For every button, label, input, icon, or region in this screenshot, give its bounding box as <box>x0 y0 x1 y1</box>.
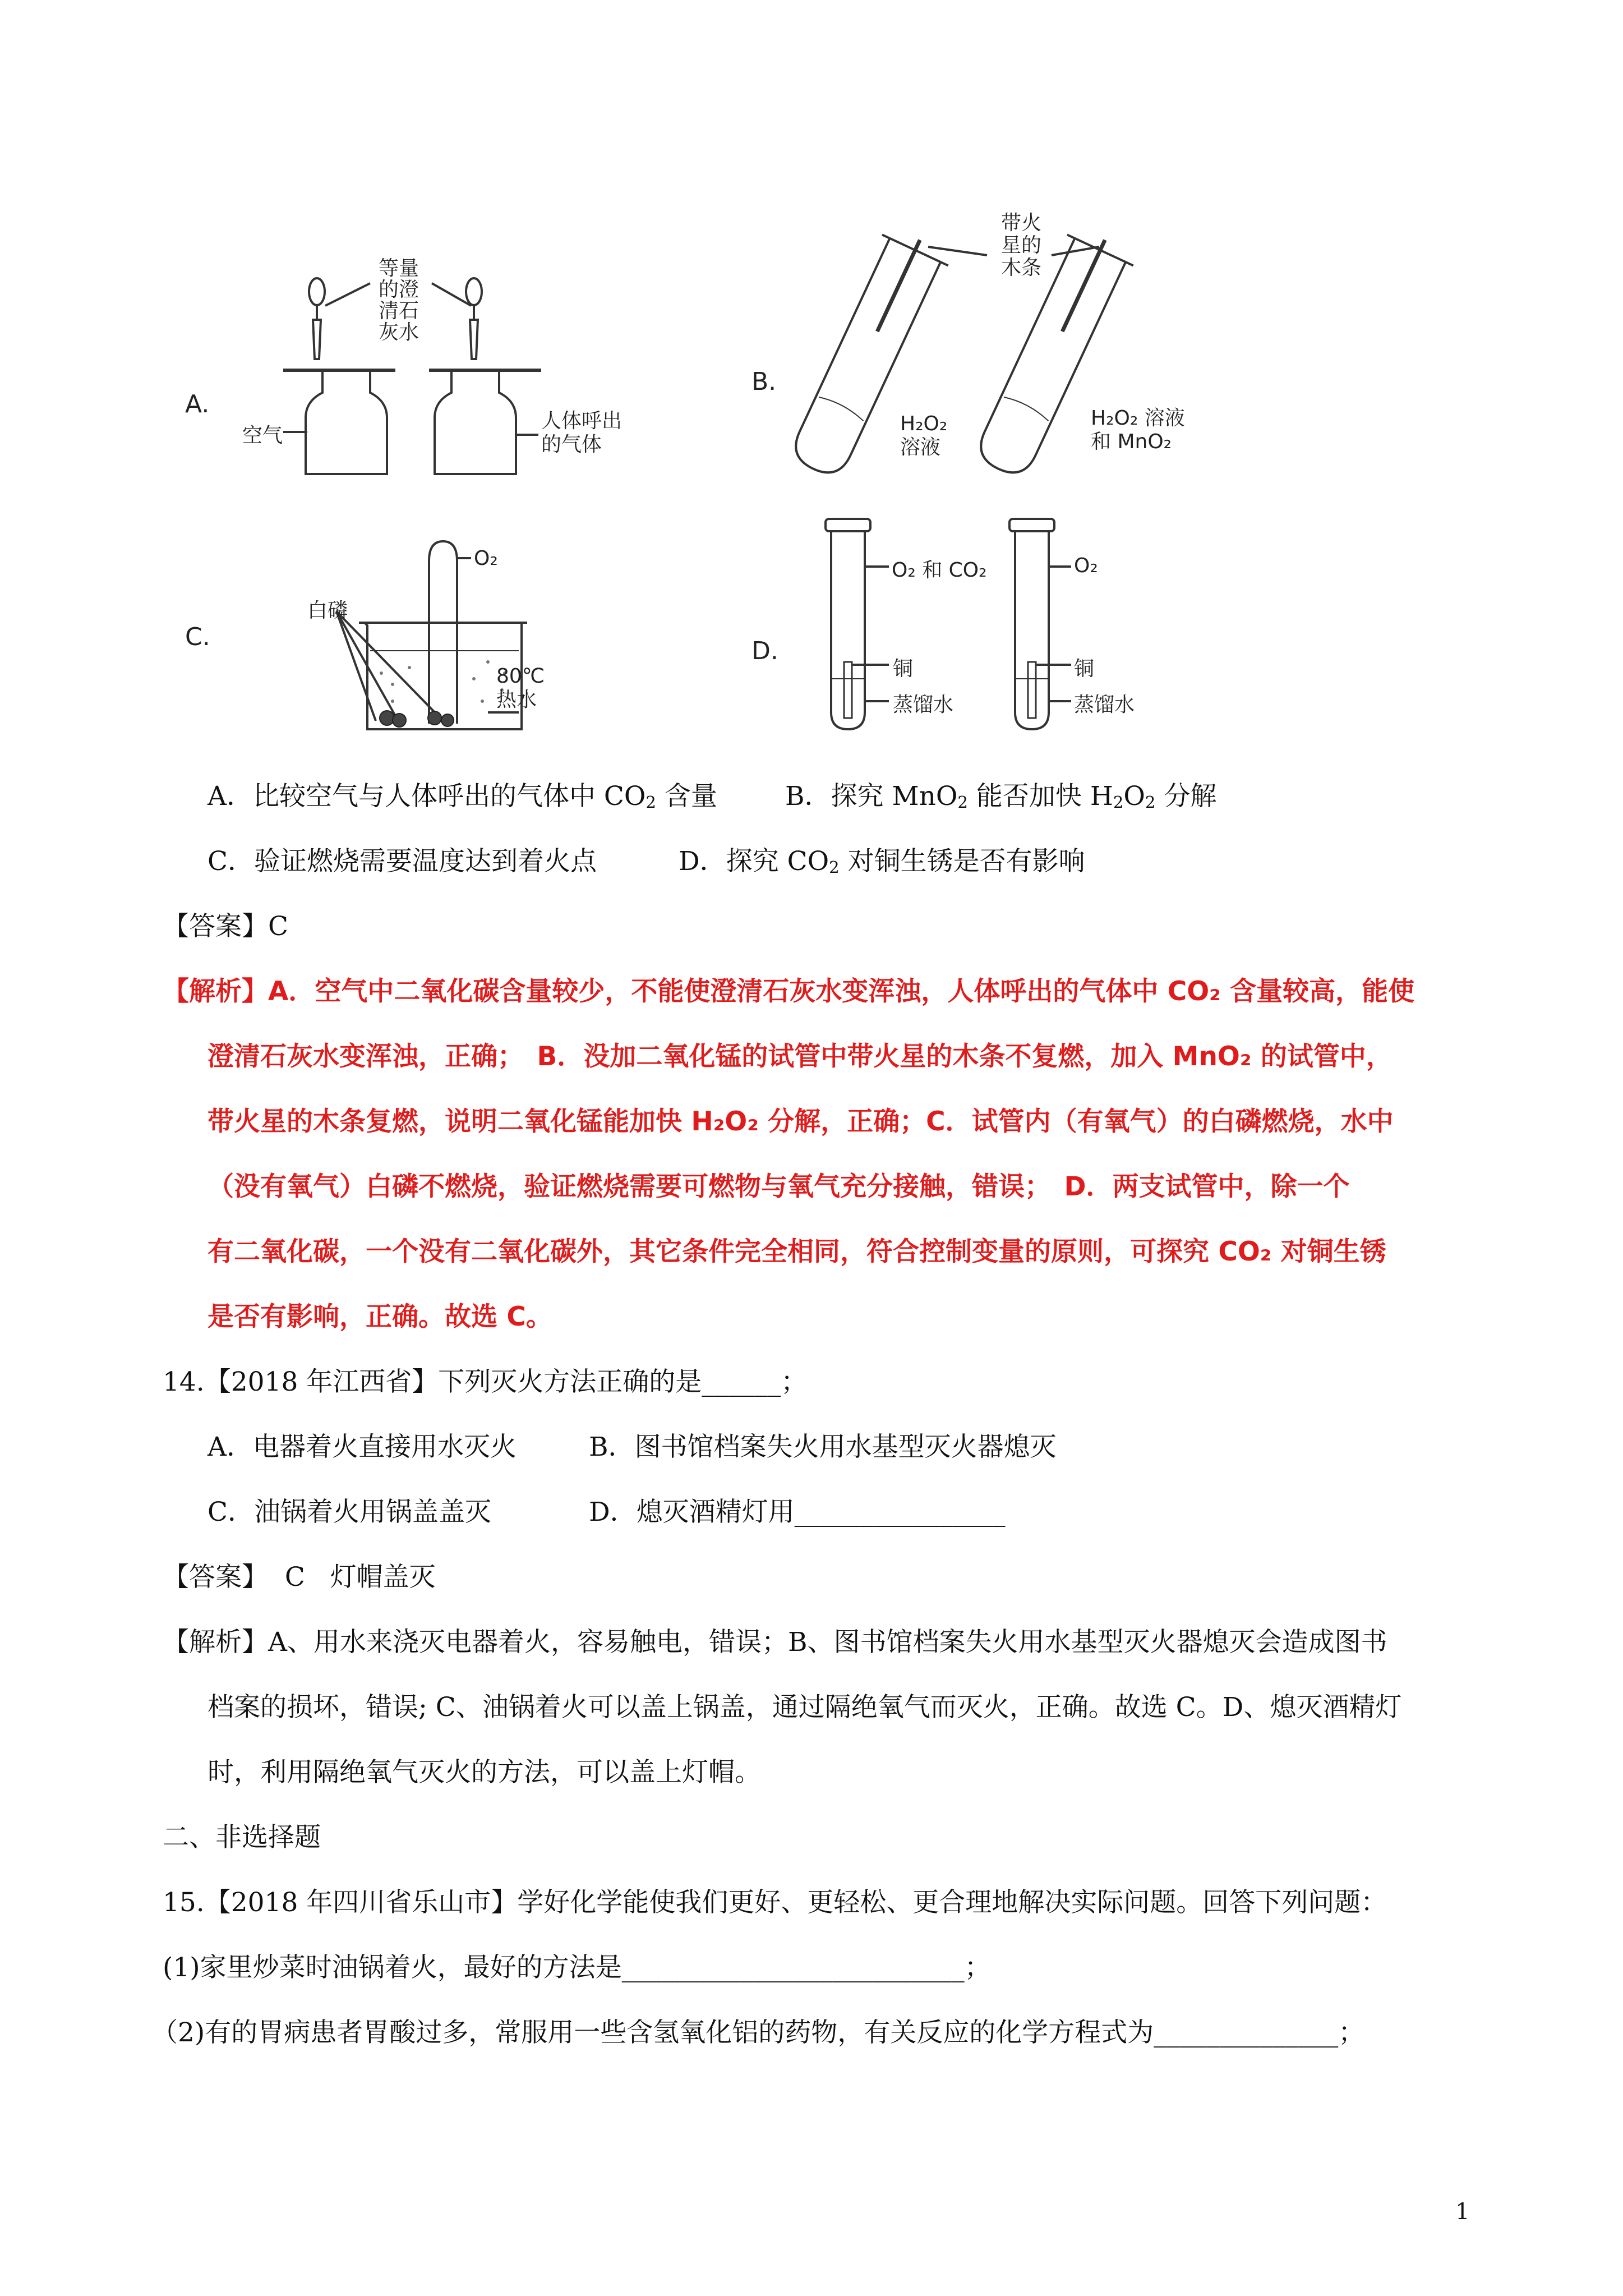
figure-b-right-solution-label: H₂O₂ 溶液 和 MnO₂ <box>1091 407 1185 453</box>
q14-stem: 14.【2018 年江西省】下列灭火方法正确的是______； <box>163 1366 808 1397</box>
page-number: 1 <box>1455 2199 1470 2225</box>
q13-analysis-line: （没有氧气）白磷不燃烧，验证燃烧需要可燃物与氧气充分接触，错误； D．两支试管中，除一个 <box>208 1171 1350 1202</box>
figure-d-letter: D. <box>751 637 778 665</box>
figure-d-right-copper-label: 铜 <box>1074 657 1095 680</box>
q13-option-b: B．探究 MnO$_2$ 能否加快 $H_2O_2$ 分解 <box>785 781 1217 812</box>
q14-option-a: A．电器着火直接用水灭火 <box>208 1432 517 1462</box>
q13-analysis-line: 带火星的木条复燃，说明二氧化锰能加快 H₂O₂ 分解，正确；C．试管内（有氧气）的白磷燃烧，水中 <box>208 1106 1394 1137</box>
q14-analysis-line: 【解析】A、用水来浇灭电器着火，容易触电，错误；B、图书馆档案失火用水基型灭火器熄灭会造成图书 <box>163 1627 1387 1658</box>
figure-b-apparatus <box>780 224 1138 484</box>
q13-analysis-line: 有二氧化碳，一个没有二氧化碳外，其它条件完全相同，符合控制变量的原则，可探究 CO₂ 对铜生锈 <box>208 1236 1386 1267</box>
q13-answer: 【答案】C <box>163 911 288 942</box>
figure-d-right-gas-label: O₂ <box>1074 554 1098 577</box>
q15-part-2: （2)有的胃病患者胃酸过多，常服用一些含氢氧化铝的药物，有关反应的化学方程式为______________； <box>151 2017 1365 2048</box>
q14-option-b: B．图书馆档案失火用水基型灭火器熄灭 <box>589 1432 1057 1462</box>
figure-a-letter: A. <box>185 390 210 418</box>
figure-d-right-water-label: 蒸馏水 <box>1074 693 1135 716</box>
experiment-figure <box>0 0 1623 740</box>
q15-part-1: (1)家里炒菜时油锅着火，最好的方法是__________________________； <box>163 1952 991 1983</box>
figure-d-left-water-label: 蒸馏水 <box>893 693 954 716</box>
figure-c-white-phosphorus-label: 白磷 <box>307 599 348 622</box>
q14-analysis-line: 档案的损坏，错误; C、油锅着火可以盖上锅盖，通过隔绝氧气而灭火，正确。故选 C。D、熄灭酒精灯 <box>208 1692 1402 1723</box>
figure-d-left-copper-label: 铜 <box>893 657 914 680</box>
q14-analysis-line: 时，利用隔绝氧气灭火的方法，可以盖上灯帽。 <box>208 1757 761 1788</box>
q13-option-d: D．探究 $CO_2$ 对铜生锈是否有影响 <box>679 846 1085 877</box>
figure-a-air-label: 空气 <box>242 424 283 447</box>
figure-b-left-solution-label: H₂O₂ 溶液 <box>900 412 948 459</box>
figure-b-letter: B. <box>751 367 777 396</box>
figure-c-water-label: 80℃ 热水 <box>496 665 545 711</box>
q15-stem: 15.【2018 年四川省乐山市】学好化学能使我们更好、更轻松、更合理地解决实际问题。回答下列问题： <box>163 1887 1387 1918</box>
q13-option-c: C．验证燃烧需要温度达到着火点 <box>208 846 597 877</box>
figure-d-left-gas-label: O₂ 和 CO₂ <box>892 559 987 582</box>
q13-analysis-line: 澄清石灰水变浑浊，正确； B．没加二氧化锰的试管中带火星的木条不复燃，加入 MnO₂ 的试管中， <box>208 1041 1393 1072</box>
q13-option-a: A．比较空气与人体呼出的气体中 $CO_2$ 含量 <box>208 781 717 812</box>
q14-option-c: C．油锅着火用锅盖盖灭 <box>208 1497 491 1527</box>
figure-a-dropper-label: 等量 的澄 清石 灰水 <box>379 257 419 344</box>
figure-c-o2-label: O₂ <box>474 547 498 570</box>
q14-answer: 【答案】 C 灯帽盖灭 <box>163 1562 436 1593</box>
figure-c-letter: C. <box>185 623 210 651</box>
figure-b-splint-label: 带火 星的 木条 <box>1001 211 1042 279</box>
q14-option-d: D．熄灭酒精灯用________________ <box>589 1497 1006 1527</box>
section-heading: 二、非选择题 <box>163 1822 321 1853</box>
q13-analysis-line: 是否有影响，正确。故选 C。 <box>208 1301 552 1332</box>
q13-analysis-line: 【解析】A．空气中二氧化碳含量较少，不能使澄清石灰水变浑浊，人体呼出的气体中 CO₂ 含量较高，能使 <box>163 976 1415 1007</box>
figure-a-breath-label: 人体呼出 的气体 <box>541 409 623 456</box>
